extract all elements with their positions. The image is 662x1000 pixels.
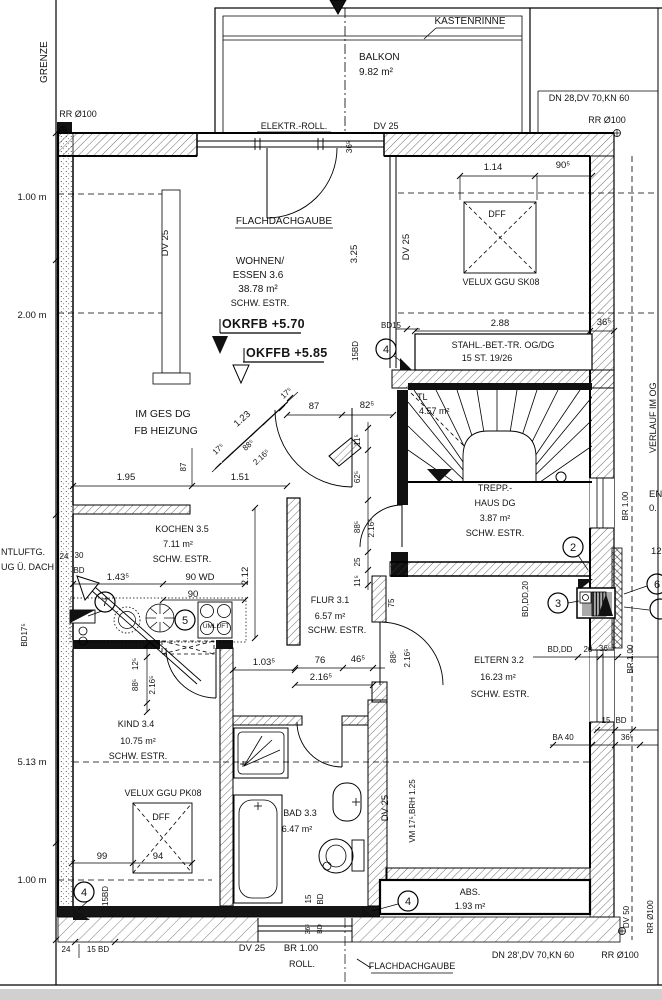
trepp-area: 3.87 m² xyxy=(479,513,511,523)
dim-label: 62⁵ xyxy=(353,470,362,484)
trepp-name2: HAUS DG xyxy=(474,498,516,508)
dim-label: 3.25 xyxy=(349,244,360,264)
dim-label: 88⁵ xyxy=(389,650,398,664)
marker-5: 5 xyxy=(181,615,189,627)
dim-label: 24 xyxy=(59,552,69,561)
stahl-note-2: 15 ST. 19/26 xyxy=(461,353,513,363)
dim-label: BD,DD xyxy=(547,645,573,654)
dim-label: BD,DD,20 xyxy=(521,580,530,618)
dim-label: 82⁵ xyxy=(359,400,375,411)
roll-bottom: ROLL. xyxy=(288,959,316,969)
flur-floor: SCHW. ESTR. xyxy=(307,625,367,635)
kind-floor: SCHW. ESTR. xyxy=(108,751,168,761)
wohnen-name1: WOHNEN/ xyxy=(235,256,285,267)
dim-label: 36⁵ xyxy=(596,317,612,328)
dim-label: 99 xyxy=(96,851,108,862)
rr-bottom: RR Ø100 xyxy=(601,950,639,960)
dim-label: 1.43⁵ xyxy=(106,572,130,583)
marker-6: 6 xyxy=(653,579,661,591)
marker-7: 7 xyxy=(101,597,109,609)
stahl-note-1: STAHL.-BET.-TR. OG/DG xyxy=(451,340,555,350)
rr-top-right: RR Ø100 xyxy=(588,115,626,125)
dim-label: 87 xyxy=(179,462,188,472)
dim-label: DV 25 xyxy=(160,229,171,257)
dim-label: 1.14 xyxy=(483,162,503,173)
verlauf-label: VERLAUF IM OG xyxy=(648,382,658,453)
dim-label: RR Ø100 xyxy=(646,900,655,934)
dim-label: 88⁵ xyxy=(353,520,362,534)
abs-name: ABS. xyxy=(459,887,481,897)
dim-label: 1.23 xyxy=(231,408,253,430)
dim-label: 30 xyxy=(74,551,84,560)
flur-area: 6.57 m² xyxy=(314,611,346,621)
kastenrinne-label: KASTENRINNE xyxy=(434,16,506,27)
wohnen-floor: SCHW. ESTR. xyxy=(230,298,290,308)
dim-label: 15 xyxy=(601,716,611,725)
dim-label: EN xyxy=(649,489,662,500)
dim-label: 11⁵ xyxy=(353,575,362,587)
marker-4-stair: 4 xyxy=(382,344,390,356)
dim-label: 46⁵ xyxy=(350,654,366,665)
dim-label: 1.95 xyxy=(116,472,136,483)
dff-sk08: DFF xyxy=(488,209,506,219)
marker-3: 3 xyxy=(554,598,562,610)
dim-label: 1.03⁵ xyxy=(252,657,276,668)
umluft-note: UMLUFT xyxy=(202,623,230,630)
dim-label: 90⁵ xyxy=(555,160,571,171)
flachdachgaube-top: FLACHDACHGAUBE xyxy=(235,216,333,227)
dim-label: 2.12 xyxy=(240,566,251,586)
dim-label: 0. xyxy=(649,503,657,514)
bad-name: BAD 3.3 xyxy=(283,808,317,818)
dim-label: 17⁵ xyxy=(278,385,294,401)
grenze-label: GRENZE xyxy=(39,41,50,83)
dim-label: 24 xyxy=(61,945,71,954)
trepp-floor: SCHW. ESTR. xyxy=(465,528,525,538)
kind-name: KIND 3.4 xyxy=(117,719,155,729)
eltern-name: ELTERN 3.2 xyxy=(474,655,524,665)
dim-label: 36⁵ xyxy=(598,644,612,653)
velux-pk08: VELUX GGU PK08 xyxy=(124,788,202,798)
rr-top-left: RR Ø100 xyxy=(59,109,97,119)
dim-label: 12 xyxy=(651,546,662,557)
wohnen-area: 38.78 m² xyxy=(238,284,278,295)
dim-label: 15BD xyxy=(101,885,110,907)
dim-label: 1.51 xyxy=(230,472,250,483)
okrfb-level: OKRFB +5.70 xyxy=(222,317,305,331)
dim-label: BR 1.00 xyxy=(283,943,319,954)
marker-2: 2 xyxy=(569,542,577,554)
dim-label: DV 50 xyxy=(622,905,631,929)
dim-label: 36⁵ xyxy=(305,923,312,935)
dim-label: 25 xyxy=(353,557,362,567)
balkon-name: BALKON xyxy=(359,52,400,63)
abs-area: 1.93 m² xyxy=(454,901,486,911)
dim-label: 15 BD xyxy=(86,945,110,954)
dv25-top-label: DV 25 xyxy=(373,121,399,131)
dim-label: BR 1.00 xyxy=(626,644,635,674)
dim-label: 17⁵ xyxy=(210,441,226,457)
eltern-area: 16.23 m² xyxy=(480,672,516,682)
dim-label: 15BD xyxy=(351,340,360,362)
dim-label: BD15 xyxy=(380,321,402,330)
heating-1: IM GES DG xyxy=(135,408,191,420)
dim-label: 36⁵ xyxy=(620,733,634,742)
flur-name: FLUR 3.1 xyxy=(310,595,350,605)
dim-label: DV 25 xyxy=(401,233,412,261)
dim-label: 90 xyxy=(187,589,199,600)
dim-label: BD xyxy=(317,924,324,934)
dim-label: 5.13 m xyxy=(17,757,47,768)
dim-label: BD xyxy=(316,893,325,905)
bad-area: 6.47 m² xyxy=(281,824,313,834)
okffb-level: OKFFB +5.85 xyxy=(246,346,328,360)
dim-label: 36⁵ xyxy=(345,140,354,154)
trepp-name1: TREPP.- xyxy=(477,483,513,493)
dim-label: 88⁵ xyxy=(240,437,256,453)
tl-area: 4.57 m² xyxy=(419,406,450,416)
dff-pk08: DFF xyxy=(152,812,170,822)
heating-2: FB HEIZUNG xyxy=(134,425,198,437)
dim-label: 2.16⁵ xyxy=(251,447,272,467)
dim-label: 88⁵ xyxy=(131,678,140,692)
dim-label: DV 25 xyxy=(380,794,391,822)
elektr-roll-label: ELEKTR.-ROLL. xyxy=(260,121,328,131)
dim-label: VM 17⁵,BRH 1.25 xyxy=(408,779,417,843)
velux-sk08: VELUX GGU SK08 xyxy=(462,277,540,287)
dim-label: 15 xyxy=(304,894,313,904)
dim-label: BD xyxy=(73,566,85,575)
dim-label: 1.00 m xyxy=(17,875,47,886)
kochen-area: 7.11 m² xyxy=(163,539,193,549)
dim-label: 94 xyxy=(152,851,164,862)
dim-label: 87 xyxy=(308,401,320,412)
dim-label: 2.88 xyxy=(490,318,510,329)
vent-label-1: NTLUFTG. xyxy=(1,547,45,557)
dim-label: 1.00 m xyxy=(17,192,47,203)
dim-label: 90 WD xyxy=(185,572,215,583)
dim-label: 2.16⁵ xyxy=(367,518,376,538)
dim-label: 2.00 m xyxy=(17,310,47,321)
dim-label: BD xyxy=(615,716,627,725)
dim-label: 76 xyxy=(314,655,326,666)
dim-label: 12⁵ xyxy=(131,657,140,671)
dim-label: BD17⁵ xyxy=(20,623,29,647)
vent-label-2: UG Ü. DACH xyxy=(1,562,55,572)
dim-label: 75 xyxy=(387,598,396,608)
dim-label: DV 25 xyxy=(238,943,266,954)
balkon-area: 9.82 m² xyxy=(359,67,393,78)
dim-label: BR 1.00 xyxy=(621,491,630,521)
dim-label: 11⁵ xyxy=(353,434,362,446)
tl-name: TL xyxy=(417,392,428,402)
kochen-floor: SCHW. ESTR. xyxy=(152,554,212,564)
marker-4-kind: 4 xyxy=(80,887,88,899)
dim-label: 20 xyxy=(583,645,593,654)
kind-area: 10.75 m² xyxy=(120,736,156,746)
gr-label: GR xyxy=(348,906,360,915)
dim-label: 2.16⁵ xyxy=(309,672,333,683)
wohnen-name2: ESSEN 3.6 xyxy=(232,270,284,281)
dim-label: 2.16⁵ xyxy=(403,648,412,668)
dn-bottom: DN 28',DV 70,KN 60 xyxy=(491,950,575,960)
kochen-name: KOCHEN 3.5 xyxy=(155,524,209,534)
dn-top-right: DN 28,DV 70,KN 60 xyxy=(548,93,630,103)
dim-label: BA 40 xyxy=(552,733,574,742)
dim-label: 2.16⁵ xyxy=(148,675,157,695)
flachdachgaube-bottom: FLACHDACHGAUBE xyxy=(368,961,456,971)
marker-4-abs: 4 xyxy=(404,896,412,908)
eltern-floor: SCHW. ESTR. xyxy=(470,689,530,699)
